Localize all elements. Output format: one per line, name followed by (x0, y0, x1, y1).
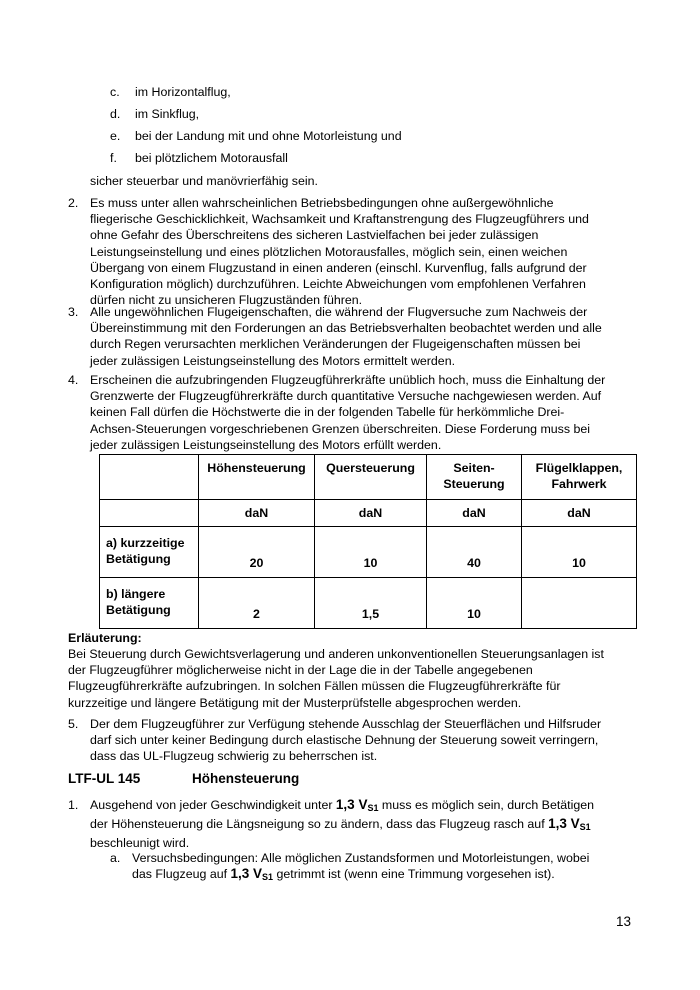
table-header-cell: Quersteuerung (315, 455, 427, 500)
text-line: Alle ungewöhnlichen Flugeigenschaften, die während der Flugversuche zum Nachweis der (90, 305, 588, 319)
sublist-text: bei plötzlichem Motorausfall (135, 151, 288, 165)
text-line: Achsen-Steuerungen vorgeschriebenen Grenzen überschreiten. Diese Forderung muss bei (90, 421, 591, 436)
note-title: Erläuterung: (68, 631, 142, 645)
text-line: durch Regen verursachten merklichen Veränderungen der Flugeigenschaften müssen bei (90, 337, 581, 352)
section-item-1 (90, 797, 650, 852)
list-item-2 (90, 195, 630, 308)
value-cell: 10 (522, 527, 637, 578)
table-row (100, 578, 637, 629)
value-cell: 10 (427, 578, 522, 629)
table-row (100, 527, 637, 578)
sublist-text: im Horizontalflug, (135, 85, 231, 99)
list-number: 4. (68, 373, 79, 387)
speed-value: 1,3 V (230, 866, 263, 882)
text-line: Grenzwerte der Flugzeugführerkräfte durch quantitative Versuche nachgewiesen werden. Auf (90, 389, 602, 404)
list-item-5 (90, 716, 630, 765)
text-line: Der dem Flugzeugführer zur Verfügung stehende Ausschlag der Steuerflächen und Hilfsruder (90, 717, 602, 731)
text-line: kurzzeitige und längere Betätigung mit der Musterprüfstelle abgesprochen werden. (68, 695, 522, 710)
list-number: 1. (68, 798, 79, 812)
text-line: Flugzeugführerkräfte aufzubringen. In solchen Fällen müssen die Flugzeugführerkräfte für (68, 679, 561, 694)
list-item-4 (90, 372, 630, 453)
list-number: 5. (68, 717, 79, 731)
speed-subscript: S1 (262, 872, 274, 883)
table-header-row (100, 455, 637, 500)
sublist-text: im Sinkflug, (135, 107, 200, 121)
table-header-cell: Flügelklappen, Fahrwerk (522, 455, 637, 500)
section-subitem-a (132, 850, 632, 885)
text-line: das Flugzeug auf 1,3 $V_{S1}$ getrimmt ist (wenn eine Trimmung vorgesehen ist). (132, 866, 555, 883)
text-line: Leistungseinstellung und eines plötzlichen Motorausfalles, möglich sein, einen weichen (90, 244, 568, 259)
text-line: Übergang von einem Flugzustand in einen anderen (einschl. Kurvenflug, falls aufgrund der (90, 260, 587, 275)
text-line: der Höhensteuerung die Längsneigung so zu ändern, dass das Flugzeug rasch auf 1,3 $V_{S1}$ (90, 816, 591, 833)
speed-subscript: S1 (367, 803, 379, 813)
text-line: Erscheinen die aufzubringenden Flugzeugführerkräfte unüblich hoch, muss die Einhaltung der (90, 373, 606, 387)
value-cell: 20 (199, 527, 315, 578)
table-unit-row (100, 500, 637, 527)
table-header-cell: Höhensteuerung (199, 455, 315, 500)
sublist-marker: e. (110, 129, 121, 143)
table-corner-cell (100, 455, 199, 500)
page-number: 13 (616, 914, 632, 929)
value-cell: 1,5 (315, 578, 427, 629)
value-cell: 40 (427, 527, 522, 578)
text-line: fliegerische Geschicklichkeit, Wachsamkeit und Kraftanstrengung des Flugzeugführers und (90, 212, 589, 227)
text-line: Es muss unter allen wahrscheinlichen Betriebsbedingungen ohne außergewöhnliche (90, 196, 554, 210)
row-label-cell: b) längere Betätigung (100, 578, 199, 629)
sublist-marker: c. (110, 85, 120, 99)
table-header-cell: Seiten- Steuerung (427, 455, 522, 500)
text-line: beschleunigt wird. (90, 836, 190, 851)
value-cell: 2 (199, 578, 315, 629)
row-label-cell: a) kurzzeitige Betätigung (100, 527, 199, 578)
text-line: Konfiguration möglich) durchzuführen. Leichte Abweichungen vom empfohlenen Verfahren (90, 277, 586, 292)
value-cell (522, 578, 637, 629)
text-line: darf sich unter keiner Bedingung durch elastische Dehnung der Steuerung soweit verringern, (90, 733, 599, 748)
force-limits-table (99, 454, 637, 629)
speed-value: 1,3 V (548, 816, 580, 832)
text-line: jeder zulässigen Leistungseinstellung des Motors ermittelt werden. (90, 353, 456, 368)
note-body (68, 646, 638, 711)
section-code: LTF-UL 145 (68, 771, 141, 786)
sublist-marker: d. (110, 107, 121, 121)
sublist-text: bei der Landung mit und ohne Motorleistung und (135, 129, 402, 143)
value-cell: 10 (315, 527, 427, 578)
text-line: Bei Steuerung durch Gewichtsverlagerung und anderen unkonventionellen Steuerungsanlagen ist (68, 647, 604, 661)
text-line: Übereinstimmung mit den Forderungen an das Betriebsverhalten beobachtet werden und alle (90, 321, 602, 336)
unit-cell: daN (522, 500, 637, 527)
text-line: ohne Gefahr des Überschreitens des sicheren Lastvielfachen bei jeder zulässigen (90, 228, 539, 243)
text-line: Ausgehend von jeder Geschwindigkeit unter 1,3 $V_{S1}$ muss es möglich sein, durch Betätigen (90, 797, 595, 813)
text-line: der Flugzeugführer möglicherweise nicht in der Lage die in der Tabelle angegebenen (68, 663, 533, 678)
closing-line: sicher steuerbar und manövrierfähig sein. (90, 174, 318, 188)
list-number: 3. (68, 305, 79, 319)
text-line: dass das UL-Flugzeug schwierig zu beherrschen ist. (90, 749, 378, 764)
text-line: jeder zulässigen Leistungseinstellung des Motors erfüllt werden. (90, 437, 442, 452)
table-cell (100, 500, 199, 527)
section-title: Höhensteuerung (192, 771, 300, 786)
sublist-marker: a. (110, 851, 121, 865)
speed-value: 1,3 V (335, 797, 368, 812)
list-number: 2. (68, 196, 79, 210)
list-item-3 (90, 304, 630, 369)
speed-subscript: S1 (579, 822, 591, 833)
sublist-marker: f. (110, 151, 117, 165)
unit-cell: daN (315, 500, 427, 527)
unit-cell: daN (427, 500, 522, 527)
unit-cell: daN (199, 500, 315, 527)
text-line: keinen Fall dürfen die Höchstwerte die in der folgenden Tabelle für herkömmliche Drei- (90, 405, 565, 420)
text-line: Versuchsbedingungen: Alle möglichen Zustandsformen und Motorleistungen, wobei (132, 851, 590, 865)
text-line: dürfen nicht zu unsicheren Flugzuständen führen. (90, 293, 363, 308)
